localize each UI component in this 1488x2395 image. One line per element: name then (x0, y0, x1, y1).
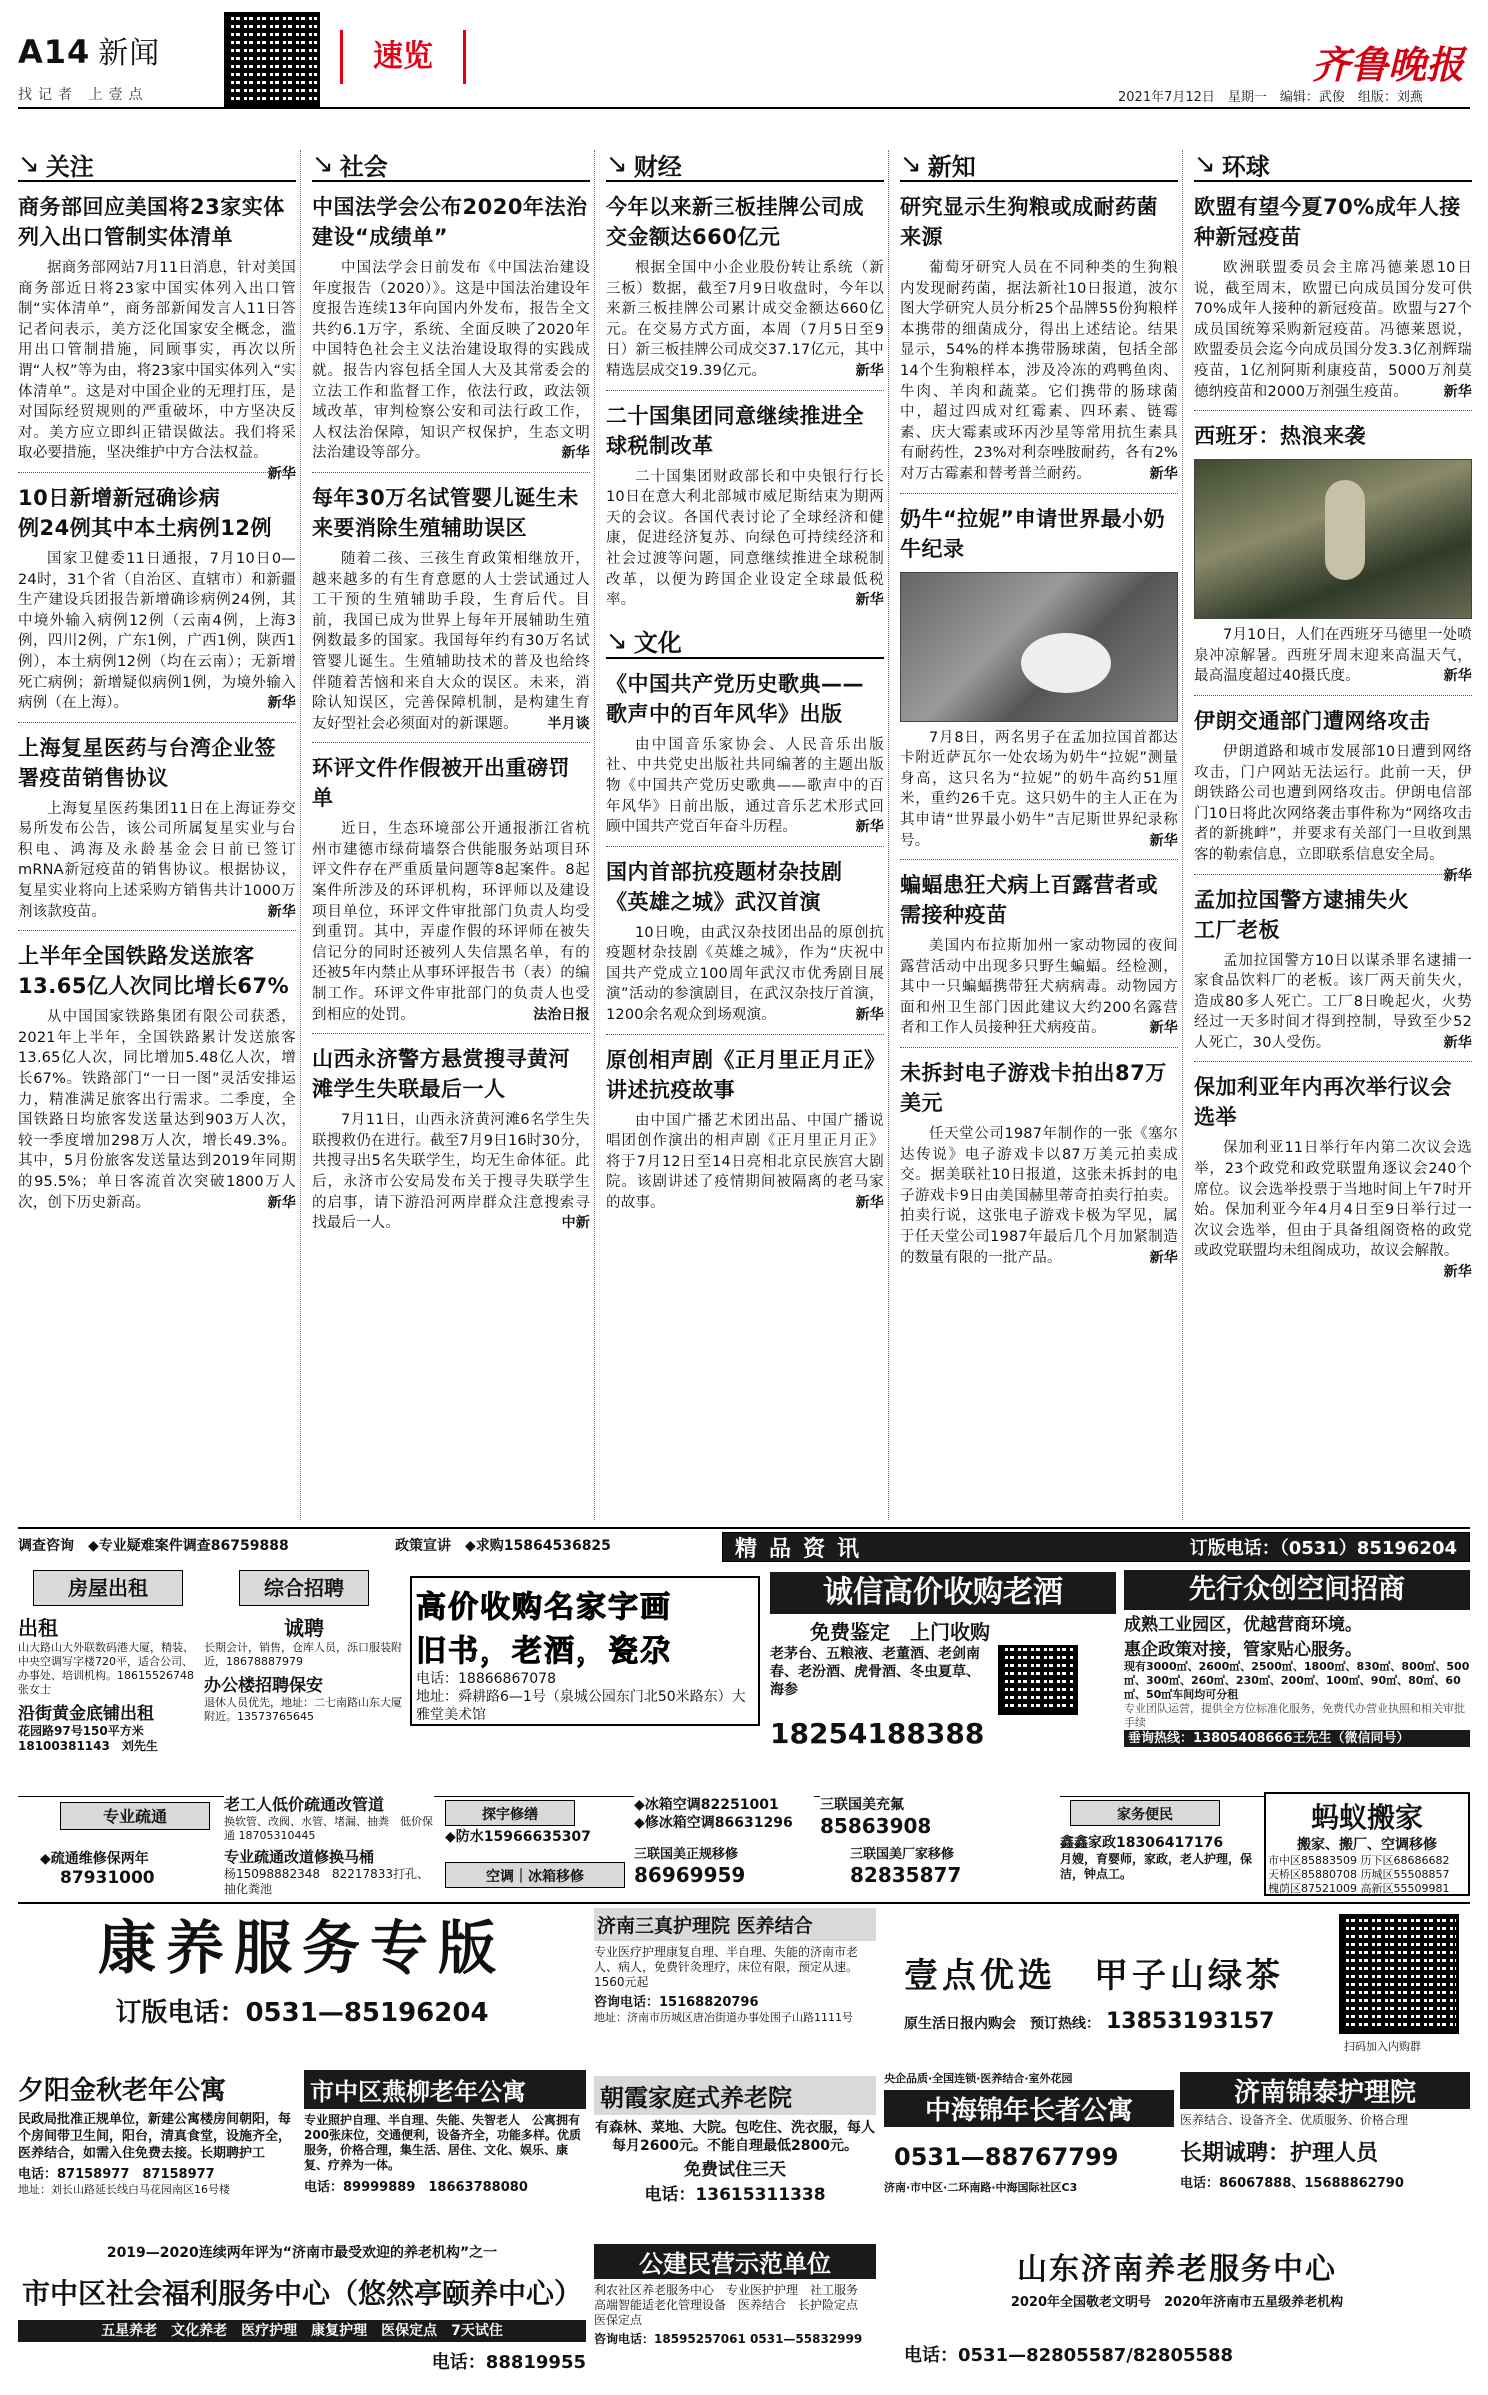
article-headline[interactable]: 《中国共产党历史歌典——歌声中的百年风华》出版 (606, 671, 864, 726)
ad-xiyang-addr: 地址：刘长山路延长线白马花园南区16号楼 (18, 2183, 230, 2196)
page-header (18, 28, 160, 72)
ad-home-title: 鑫鑫家政18306417176 (1060, 1835, 1224, 1851)
ad-park-sub2: 惠企政策对接，管家贴心服务。 (1124, 1640, 1362, 1660)
article-body: 欧洲联盟委员会主席冯德莱恩10日说，截至周末，欧盟已向成员国分发可供70%成年人接种的新冠疫苗。欧盟与27个成员国统筹采购新冠疫苗。冯德莱恩说，欧盟委员会迄今向成员国分发3.3亿剂辉瑞疫苗，1亿剂阿斯利康疫苗，5000万剂莫德纳疫苗和2000万剂强生疫苗。 新华 (1194, 258, 1472, 402)
article[interactable] (606, 669, 884, 838)
qr-code-icon[interactable] (998, 1645, 1078, 1715)
article-source: 半月谈 (547, 715, 590, 732)
article-body: 孟加拉国警方10日以谋杀罪名逮捕一家食品饮料厂的老板。该厂两天前失火，造成80多人死亡。工厂8日晚起火，火势经过一天多时间才得到控制，导致至少52人死亡，30人受伤。 新华 (1194, 951, 1472, 1054)
ad-sanzhen-addr: 地址：济南市历城区唐冶街道办事处围子山路1111号 (594, 2011, 853, 2024)
ad-home-text: 月嫂，育婴师，家政，老人护理，保洁，钟点工。 (1060, 1852, 1253, 1881)
news-column (312, 148, 590, 1234)
ad-xiyang-text: 民政局批准正规单位，新建公寓楼房间朝阳，每个房间带卫生间，阳台，清真食堂，设施齐全，医养结合，如需入住免费去接。长期聘护工 (18, 2112, 292, 2161)
column-divider (1182, 150, 1183, 1520)
article-body: 随着二孩、三孩生育政策相继放开，越来越多的有生育意愿的人士尝试通过人工干预的生殖辅助手段，生育后代。目前，我国已成为世界上每年开展辅助生殖例数最多的国家。我国每年约有30万名试管婴儿诞生。生殖辅助技术的普及也给终伴随着苦恼和来自大众的误区。未来，消除认知误区，完善保障机制，是构建生育友好型社会必须面对的新课题。 半月谈 (312, 549, 590, 734)
ad-sanzhen-title: 济南三真护理院 医养结合 (594, 1908, 876, 1941)
ad-zhonghai[interactable] (884, 2072, 1174, 2240)
article-source: 新华 (1443, 383, 1472, 400)
article-body: 从中国国家铁路集团有限公司获悉，2021年上半年，全国铁路累计发送旅客13.65亿人次，同比增加5.48亿人次，增长67%。铁路部门“一日一图”灵活安排运力，精准满足旅客出行需求。二季度，全国铁路日均旅客发送量达到903万人次，较一季度增加298万人次，增长49.3%。其中，5月份旅客发送量达到2019年同期的95.5%；单日客流首次突破1800万人次，创下历史新高。 新华 (18, 1007, 296, 1213)
ad-survey[interactable] (18, 1532, 388, 1560)
article-headline[interactable]: 上半年全国铁路发送旅客13.65亿人次同比增长67% (18, 944, 290, 999)
ad-sanzhen-text: 专业医疗护理康复自理、半自理、失能的济南市老人、病人，免费针灸理疗，床位有限，预定从速。1560元起 (594, 1945, 859, 1989)
article-source: 新华 (855, 1007, 884, 1024)
ad-ac[interactable] (634, 1796, 814, 1842)
ad-shizhong[interactable] (18, 2244, 586, 2386)
ad-sewer-1[interactable] (40, 1850, 230, 1894)
ad-jintai[interactable] (1180, 2072, 1470, 2240)
article-photo (900, 572, 1178, 722)
article[interactable] (18, 733, 296, 923)
ad-house[interactable] (18, 1564, 198, 1753)
ad-jobs[interactable] (204, 1564, 404, 1728)
article-source: 新华 (1443, 1264, 1472, 1281)
ad-sanlian-1-tel: 85863908 (820, 1814, 932, 1838)
article[interactable] (18, 483, 296, 714)
ad-sewer-big-title: 老工人低价疏通改管道 (224, 1795, 385, 1814)
ad-kangyang[interactable] (18, 1908, 586, 2058)
article-source: 新华 (855, 819, 884, 836)
ad-calligraphy[interactable] (410, 1576, 760, 1726)
ad-sanzhen[interactable] (594, 1908, 876, 2070)
column-divider (594, 150, 595, 1520)
article-divider (1194, 695, 1472, 696)
ad-gongjian-tel: 咨询电话：18595257061 0531—55832999 (594, 2332, 863, 2346)
ad-zhaoxia[interactable] (594, 2076, 876, 2238)
article[interactable] (312, 483, 590, 734)
section-title: 文化 (633, 629, 682, 658)
header-rule (18, 107, 1470, 109)
ad-house-fix-text: 花园路97号150平方米 18100381143 刘先生 (18, 1724, 158, 1753)
article[interactable] (1194, 706, 1472, 884)
ad-shandong-tel: 电话：0531—82805587/82805588 (904, 2345, 1234, 2366)
article[interactable] (18, 941, 296, 1213)
article-headline[interactable]: 10日新增新冠确诊病例24例其中本土病例12例 (18, 485, 272, 540)
ad-yanliu[interactable] (304, 2070, 586, 2238)
article-headline[interactable]: 未拆封电子游戏卡拍出87万美元 (900, 1061, 1167, 1116)
article-divider (1194, 410, 1472, 411)
news-column (18, 148, 296, 1213)
article[interactable] (1194, 885, 1472, 1054)
article-body: 根据全国中小企业股份转让系统（新三板）数据，截至7月9日收盘时，今年以来新三板挂牌公司累计成交金额达660亿元。在交易方式方面，本周（7月5日至9日）新三板挂牌公司成交37.17亿元，其中精选层成交19.39亿元。 新华 (606, 258, 884, 382)
ad-survey-text: 调查咨询 ◆专业疑难案件调查86759888 (18, 1538, 289, 1554)
ad-home-tag: 家务便民 (1070, 1800, 1220, 1826)
article-source: 新华 (1149, 832, 1178, 849)
ad-jintai-title: 济南锦泰护理院 (1180, 2072, 1470, 2109)
ad-shandong-text: 2020年全国敬老文明号 2020年济南市五星级养老机构 (1010, 2295, 1344, 2310)
ad-zhonghai-addr: 济南·市中区·二环南路·中海国际社区C3 (884, 2181, 1078, 2194)
article-source: 新华 (1443, 668, 1472, 685)
article-source: 新华 (1443, 867, 1472, 884)
article-body: 7月11日，山西永济黄河滩6名学生失联搜救仍在进行。截至7月9日16时30分，共搜寻出5名失联学生，均无生命体征。此后，永济市公安局发布关于搜寻失联学生的启事，请下游沿河两岸群众注意搜索寻找最后一人。 中新 (312, 1110, 590, 1234)
article-headline[interactable]: 今年以来新三板挂牌公司成交金额达660亿元 (606, 195, 864, 249)
article-source: 新华 (267, 695, 296, 712)
article-source: 新华 (561, 445, 590, 462)
article-headline[interactable]: 每年30万名试管婴儿诞生未来要消除生殖辅助误区 (312, 485, 579, 540)
article-headline[interactable]: 伊朗交通部门遭网络攻击 (1194, 708, 1431, 733)
article-headline[interactable]: 山西永济警方悬赏搜寻黄河滩学生失联最后一人 (312, 1047, 570, 1102)
article-body: 国家卫健委11日通报，7月10日0—24时，31个省（自治区、直辖市）和新疆生产建设兵团报告新增确诊病例24例，其中境外输入病例12例（云南4例，上海3例，四川2例，广东1例，广西1例，陕西1例），本土病例12例（均在云南）；无新增死亡病例；新增疑似病例1例，为境外输入病例（在上海）。 新华 (18, 549, 296, 714)
ad-jobs-title: 诚聘 (284, 1616, 324, 1640)
article[interactable] (606, 1045, 884, 1214)
section-title: 社会 (339, 152, 388, 181)
qr-code-icon[interactable] (224, 12, 320, 108)
ad-park[interactable] (1124, 1570, 1470, 1746)
arrow-icon: ↘ (18, 149, 40, 179)
ad-sanlian-1-title: 三联国美充氟 (820, 1797, 904, 1813)
ad-sanlian-3-title: 三联国美厂家移修 (850, 1847, 955, 1862)
ad-xiyang-title: 夕阳金秋老年公寓 (18, 2076, 227, 2106)
section-title: 新知 (927, 152, 976, 181)
ad-sanlian-3-tel: 82835877 (850, 1863, 962, 1887)
ad-tea[interactable] (884, 1908, 1470, 2070)
ad-sanlian-1[interactable] (820, 1796, 1060, 1838)
ad-wine[interactable] (768, 1570, 1118, 1750)
section-heading (1194, 148, 1472, 182)
article-headline[interactable]: 保加利亚年内再次举行议会选举 (1194, 1075, 1452, 1130)
ad-yanliu-text: 专业照护自理、半自理、失能、失智老人 公寓拥有200张床位，交通便利，设备齐全，功能多样。优质服务，价格合理，集生活、居住、文化、娱乐、康复、疗养为一体。 (304, 2113, 582, 2172)
article[interactable] (606, 192, 884, 382)
article-source: 新华 (855, 1195, 884, 1212)
ad-tea-sub: 原生活日报内购会 预订热线： (904, 2016, 1100, 2032)
article-headline[interactable]: 欧盟有望今夏70%成年人接种新冠疫苗 (1194, 195, 1461, 249)
article-divider (900, 1047, 1178, 1048)
ad-calligraphy-sub: 旧书，老酒，瓷尕 (416, 1634, 672, 1669)
section-heading (900, 148, 1178, 182)
article-photo (1194, 459, 1472, 619)
arrow-icon: ↘ (900, 149, 922, 179)
ad-park-sub1: 成熟工业园区，优越营商环境。 (1124, 1615, 1362, 1635)
ad-lock-tag: 探宇修缮 (445, 1800, 575, 1826)
ad-rule (18, 1902, 1470, 1904)
article[interactable] (900, 870, 1178, 1039)
ad-ac-1: ◆冰箱空调82251001 (634, 1797, 779, 1813)
article-source: 新华 (855, 592, 884, 609)
header-slogan: 找记者 上壹点 (18, 87, 149, 103)
issue-meta: 2021年7月12日 星期一 编辑：武俊 组版：刘燕 (1118, 90, 1423, 105)
ad-sanlian-3[interactable] (850, 1846, 1060, 1896)
ad-wine-sub: 免费鉴定 上门收购 (810, 1620, 990, 1644)
ad-sanlian-2-tel: 86969959 (634, 1863, 746, 1887)
ad-calligraphy-tel: 电话：18866867078 (416, 1671, 556, 1687)
ad-park-sizes: 现有3000㎡、2600㎡、2500㎡、1800㎡、830㎡、800㎡、500㎡、300㎡、260㎡、230㎡、200㎡、100㎡、90㎡、80㎡、60㎡、50㎡车间均可分租 (1124, 1660, 1470, 1701)
article[interactable] (606, 401, 884, 611)
ad-ant-sub: 搬家、搬厂、空调移修 (1297, 1837, 1437, 1853)
article-body: 由中国广播艺术团出品、中国广播说唱团创作演出的相声剧《正月里正月正》将于7月12日至14日亮相北京民族宫大剧院。该剧讲述了疫情期间被隔离的老马家的故事。 新华 (606, 1111, 884, 1214)
ad-wine-phone: 18254188388 (770, 1717, 985, 1750)
article-headline[interactable]: 原创相声剧《正月里正月正》讲述抗疫故事 (606, 1047, 875, 1102)
article-divider (900, 859, 1178, 860)
ad-sewer-tag: 专业疏通 (60, 1802, 210, 1830)
ad-banner-title: 精品资讯 (735, 1536, 872, 1562)
news-column (900, 148, 1178, 1268)
ad-shizhong-tags: 五星养老 文化养老 医疗护理 康复护理 医保定点 7天试住 (18, 2320, 586, 2342)
article-divider (312, 742, 590, 743)
ad-tea-phone: 13853193157 (1106, 2009, 1275, 2034)
ad-sewer-1-tel: 87931000 (60, 1868, 155, 1888)
article[interactable] (1194, 421, 1472, 687)
ad-zhaoxia-title: 朝霞家庭式养老院 (594, 2076, 876, 2115)
article-source: 新华 (267, 1194, 296, 1211)
section-heading (312, 148, 590, 182)
news-column (606, 148, 884, 1214)
article[interactable] (900, 1058, 1178, 1268)
article[interactable] (312, 192, 590, 464)
arrow-icon: ↘ (312, 149, 334, 179)
ad-jintai-tel: 电话：86067888、15688862790 (1180, 2176, 1404, 2191)
article-body: 二十国集团财政部长和中央银行行长10日在意大利北部城市威尼斯结束为期两天的会议。各国代表讨论了全球经济和健康，促进经济复苏、向绿色可持续经济和社会过渡等问题，同意继续推进全球税制改革，以便为跨国企业设定全球最低税率。 新华 (606, 467, 884, 611)
ad-jobs-text: 长期会计，销售，仓库人员，泺口服装附近，18678887979 (204, 1641, 402, 1668)
ad-sewer-1-text: ◆疏通维修保两年 (40, 1851, 149, 1867)
ad-yanliu-tel: 电话：89999889 18663788080 (304, 2180, 528, 2195)
ad-sewer-big-text: 换软管、改阀、水管、堵漏、抽粪 低价保通 18705310445 (224, 1815, 433, 1842)
arrow-icon: ↘ (1194, 149, 1216, 179)
article-body: 伊朗道路和城市发展部10日遭到网络攻击，门户网站无法运行。此前一天，伊朗铁路公司也遭到网络攻击。伊朗电信部门10日将此次网络袭击事件称为“网络攻击者的新挑衅”，并要求有关部门一旦收到黑客的勒索信息，立即联系信息安全局。 新华 (1194, 742, 1472, 866)
ad-rule (18, 1527, 1470, 1529)
ad-ac-2: ◆修冰箱空调86631296 (634, 1815, 793, 1831)
ad-sewer-big[interactable] (224, 1792, 434, 1842)
article-source: 新华 (1149, 1249, 1178, 1266)
ad-sanzhen-tel: 咨询电话：15168820796 (594, 1995, 759, 2010)
article-source: 新华 (1149, 1020, 1178, 1037)
article-headline[interactable]: 二十国集团同意继续推进全球税制改革 (606, 403, 864, 458)
article-source: 新华 (267, 465, 296, 482)
ad-jobs-tag: 综合招聘 (239, 1570, 369, 1606)
qr-code-icon[interactable] (1339, 1914, 1459, 2034)
ad-shandong-title: 山东济南养老服务中心 (1017, 2252, 1337, 2287)
article-body: 据商务部网站7月11日消息，针对美国商务部近日将23家中国实体列入出口管制“实体清单”，商务部新闻发言人11日答记者问表示，美方泛化国家安全概念，滥用出口管制措施，同顾事实，再次以所谓“人权”等为由，将23家中国实体列入“实体清单”。这是对中国企业的无理打压，是对国际经贸规则的严重破坏，中方坚决反对。美方应立即纠正错误做法。我们将采取必要措施，坚决维护中方合法权益。 新华 (18, 258, 296, 464)
article-headline[interactable]: 西班牙：热浪来袭 (1194, 424, 1366, 449)
section-name: 新闻 (98, 36, 161, 71)
ad-gongjian-text: 利农社区养老服务中心 专业医护护理 社工服务 高端智能适老化管理设备 医养结合 长护险定点 医保定点 (594, 2283, 871, 2327)
article-body: 葡萄牙研究人员在不同种类的生狗粮内发现耐药菌，据法新社10日报道，波尔图大学研究人员分析25个品牌55份狗粮样本携带的细菌成分，得出上述结论。结果显示，54%的样本携带肠球菌，包括全部14个生狗粮样本，涉及冷冻的鸡鸭鱼肉、牛肉、羊肉和蔬菜。它们携带的肠球菌中，超过四成对红霉素、四环素、链霉素、庆大霉素或环丙沙星等常用抗生素具有耐药性，23%对利奈唑胺耐药，各有2%对万古霉素和替考普兰耐药。 新华 (900, 258, 1178, 485)
ad-sewer-2-title: 专业疏通改道修换马桶 (224, 1848, 375, 1866)
ad-sewer-2-text: 杨15098882348 82217833打孔、抽化粪池 (224, 1867, 430, 1896)
article-headline[interactable]: 中国法学会公布2020年法治建设“成绩单” (312, 195, 588, 249)
article-divider (1194, 1061, 1472, 1062)
ad-tea-title: 壹点优选 甲子山绿茶 (904, 1956, 1284, 1996)
ad-shizhong-title: 市中区社会福利服务中心（悠然亭颐养中心） (21, 2277, 582, 2310)
section-heading (606, 148, 884, 182)
article-source: 法治日报 (533, 1006, 590, 1023)
arrow-icon: ↘ (606, 149, 628, 179)
ad-jintai-job: 长期诚聘：护理人员 (1180, 2141, 1379, 2166)
ad-zhonghai-tel: 0531—88767799 (894, 2143, 1119, 2171)
article-divider (606, 1034, 884, 1035)
ad-shizhong-tel: 电话：88819955 (431, 2352, 586, 2373)
ad-buy[interactable] (395, 1532, 715, 1560)
article-body: 近日，生态环境部公开通报浙江省杭州市建德市绿荷墙祭合供能服务站项目环评文件存在严重质量问题等8起案件。8起案件所涉及的环评机构，环评师以及建设项目单位，环评文件审批部门负责人均受到重罚。其中，弄虚作假的环评师在被失信记分的同时还被列人失信黑名单，有的还被5年内禁止从事环评报告书（表）的编制工作。环评文件审批部门的负责人也受到相应的处罚。 法治日报 (312, 819, 590, 1025)
article-divider (18, 722, 296, 723)
article[interactable] (900, 504, 1178, 852)
section-title: 财经 (633, 152, 682, 181)
ad-ant-text: 市中区85883509 历下区68686682 天桥区85880708 历城区55508857 槐荫区87521009 高新区55509981 (1268, 1854, 1461, 1895)
ad-house-tag: 房屋出租 (33, 1570, 183, 1606)
ad-lock[interactable] (445, 1828, 625, 1850)
ad-calligraphy-addr: 地址：舜耕路6—1号（泉城公园东门北50米路东）大雅堂美术馆 (416, 1689, 746, 1723)
article[interactable] (312, 1044, 590, 1234)
ad-xiyang[interactable] (18, 2070, 296, 2238)
article-headline[interactable]: 蝙蝠患狂犬病上百露营者或需接种疫苗 (900, 873, 1158, 928)
article-divider (18, 930, 296, 931)
news-column (1194, 148, 1472, 1283)
ad-house-fix-title: 沿街黄金底铺出租 (18, 1704, 154, 1724)
article[interactable] (900, 192, 1178, 485)
ad-yanliu-title: 市中区燕柳老年公寓 (304, 2070, 586, 2109)
section-title: 环球 (1221, 152, 1270, 181)
article-source: 新华 (855, 362, 884, 379)
article-source: 新华 (1149, 465, 1178, 482)
article-divider (900, 493, 1178, 494)
article-headline[interactable]: 环评文件作假被开出重磅罚单 (312, 756, 570, 811)
article-body: 美国内布拉斯加州一家动物园的夜间露营活动中出现多只野生蝙蝠。经检测，其中一只蝙蝠携带狂犬病病毒。动物园方面和州卫生部门因此建议大约200名露营者和工作人员接种狂犬病疫苗。 新华 (900, 936, 1178, 1039)
section-heading (18, 148, 296, 182)
page-number: A14 (18, 33, 91, 71)
column-divider (888, 150, 889, 1520)
article-body: 7月8日，两名男子在孟加拉国首都达卡附近萨瓦尔一处农场为奶牛“拉妮”测量身高，这只名为“拉妮”的奶牛高约51厘米，重约26千克。这只奶牛的主人正在为其申请“世界最小奶牛”吉尼斯世界纪录称号。 新华 (900, 728, 1178, 852)
ad-home[interactable] (1060, 1834, 1260, 1894)
article-body: 中国法学会日前发布《中国法治建设年度报告（2020）》。这是中国法治建设年度报告连续13年向国内外发布，报告全文共约6.1万字，系统、全面反映了2020年中国特色社会主义法治建设取得的实践成就。报告内容包括全国人大及其常委会的立法工作和监督工作，依法行政，政法领域改革，审判检察公安和司法行政工作，人权法治保障，知识产权保护，生态文明法治建设等部分。 新华 (312, 258, 590, 464)
ad-banner-phone: 订版电话：（0531）85196204 (1189, 1538, 1457, 1559)
ad-wine-title: 诚信高价收购老酒 (770, 1572, 1116, 1614)
ad-sanlian-2-title: 三联国美正规移修 (634, 1847, 739, 1862)
ad-kangyang-tel: 订版电话：0531—85196204 (115, 1998, 489, 2028)
ad-office-title: 办公楼招聘保安 (204, 1676, 323, 1696)
newspaper-logo: 齐鲁晚报 (1312, 42, 1465, 87)
ad-zhonghai-title: 中海锦年长者公寓 (884, 2090, 1174, 2127)
ad-kangyang-title: 康养服务专版 (97, 1914, 506, 1982)
ad-house-rent-title: 出租 (18, 1616, 58, 1640)
column-divider (300, 150, 301, 1520)
article-source: 中新 (561, 1215, 590, 1232)
ad-zhonghai-tag: 央企品质·全国连锁·医养结合·室外花园 (884, 2072, 1073, 2085)
ad-ac-tag: 空调｜冰箱移修 (445, 1862, 625, 1888)
article-body: 保加利亚11日举行年内第二次议会选举，23个政党和政党联盟角逐议会240个席位。议会选举投票于当地时间上午7时开始。保加利亚今年4月4日至9日举行过一次议会选举，但由于具备组阁资格的政党或政党联盟均未组阁成功，故议会解散。 新华 (1194, 1138, 1472, 1262)
section-heading (606, 625, 884, 659)
ad-buy-text: 政策宣讲 ◆求购15864536825 (395, 1538, 611, 1554)
ad-sanlian-2[interactable] (634, 1846, 834, 1896)
article-headline[interactable]: 上海复星医药与台湾企业签署疫苗销售协议 (18, 735, 276, 790)
ad-zhaoxia-free: 免费试住三天 (684, 2160, 786, 2180)
article-body: 7月10日，人们在西班牙马德里一处喷泉冲凉解暑。西班牙周末迎来高温天气，最高温度超过40摄氏度。 新华 (1194, 625, 1472, 687)
article-headline[interactable]: 商务部回应美国将23家实体列入出口管制实体清单 (18, 195, 285, 249)
arrow-icon: ↘ (606, 625, 628, 656)
article-body: 任天堂公司1987年制作的一张《塞尔达传说》电子游戏卡以87万美元拍卖成交。据美联社10日报道，这张未拆封的电子游戏卡9日由美国赫里蒂奇拍卖行拍卖。拍卖行说，这张电子游戏卡极为罕见，属于任天堂公司1987年最后几个月加紧制造的数量有限的一批产品。 新华 (900, 1124, 1178, 1268)
article-divider (606, 846, 884, 847)
ad-park-note: 专业团队运营，提供全方位标准化服务，免费代办营业执照和相关审批手续 (1124, 1702, 1465, 1729)
article-body: 10日晚，由武汉杂技团出品的原创抗疫题材杂技剧《英雄之城》，作为“庆祝中国共产党成立100周年武汉市优秀剧目展演”活动的参演剧目，在武汉杂技厅首演，1200余名观众到场观演。 新华 (606, 923, 884, 1026)
article[interactable] (606, 857, 884, 1026)
ad-office-text: 退休人员优先，地址：二七南路山东大厦附近。13573765645 (204, 1696, 402, 1723)
ad-ant[interactable] (1264, 1792, 1470, 1896)
article-source: 新华 (1443, 1034, 1472, 1051)
ad-ant-title: 蚂蚁搬家 (1310, 1801, 1423, 1834)
article-headline[interactable]: 研究显示生狗粮或成耐药菌来源 (900, 195, 1158, 249)
ad-wine-items: 老茅台、五粮液、老董酒、老剑南春、老汾酒、虎骨酒、冬虫夏草、海参 (770, 1646, 980, 1698)
ad-header-banner (722, 1532, 1470, 1562)
article-headline[interactable]: 奶牛“拉妮”申请世界最小奶牛纪录 (900, 506, 1166, 561)
article[interactable] (1194, 192, 1472, 402)
section-title: 关注 (45, 152, 94, 181)
ad-jintai-text: 医养结合、设备齐全、优质服务、价格合理 (1180, 2113, 1409, 2127)
article-source: 新华 (267, 903, 296, 920)
article[interactable] (1194, 1072, 1472, 1281)
ad-gongjian[interactable] (594, 2244, 876, 2386)
article-divider (606, 390, 884, 391)
article-body: 上海复星医药集团11日在上海证券交易所发布公告，该公司所属复星实业与台积电、鸿海及永龄基金会日前已签订mRNA新冠疫苗的销售协议。根据协议，复星实业将向上述采购方销售共计1000万剂该款疫苗。 新华 (18, 799, 296, 923)
ad-zhaoxia-text: 有森林、菜地、大院。包吃住、洗衣服，每人每月2600元。不能自理最低2800元。 (595, 2120, 875, 2154)
ad-shandong[interactable] (884, 2244, 1470, 2386)
ad-zhaoxia-tel: 电话：13615311338 (644, 2185, 826, 2205)
ad-calligraphy-title: 高价收购名家字画 (416, 1590, 672, 1625)
ad-gongjian-title: 公建民营示范单位 (594, 2244, 876, 2279)
article-divider (312, 1033, 590, 1034)
ad-tea-qr-label: 扫码加入内购群 (1344, 2040, 1421, 2053)
ad-park-phone: 垂询热线：13805408666王先生（微信同号） (1124, 1730, 1470, 1747)
article[interactable] (18, 192, 296, 482)
ad-park-title: 先行众创空间招商 (1124, 1570, 1470, 1610)
ad-sewer-2[interactable] (224, 1846, 434, 1896)
ad-shizhong-award: 2019—2020连续两年评为“济南市最受欢迎的养老机构”之一 (106, 2245, 498, 2261)
ad-xiyang-tel: 电话：87158977 87158977 (18, 2167, 215, 2182)
ad-lock-text: ◆防水15966635307 (445, 1829, 591, 1845)
article-body: 由中国音乐家协会、人民音乐出版社、中共党史出版社共同编著的主题出版物《中国共产党历史歌典——歌声中的百年风华》日前出版，通过音乐艺术形式回顾中国共产党百年奋斗历程。 新华 (606, 735, 884, 838)
article[interactable] (312, 753, 590, 1025)
article-headline[interactable]: 国内首部抗疫题材杂技剧《英雄之城》武汉首演 (606, 859, 843, 914)
ad-house-rent-text: 山大路山大外联数码港大厦，精装、中央空调写字楼720平，适合公司、办事处、培训机构。18615526748张女士 (18, 1641, 194, 1696)
article-headline[interactable]: 孟加拉国警方逮捕失火工厂老板 (1194, 887, 1409, 942)
article-divider (312, 472, 590, 473)
section-banner: 速览 (340, 30, 466, 84)
